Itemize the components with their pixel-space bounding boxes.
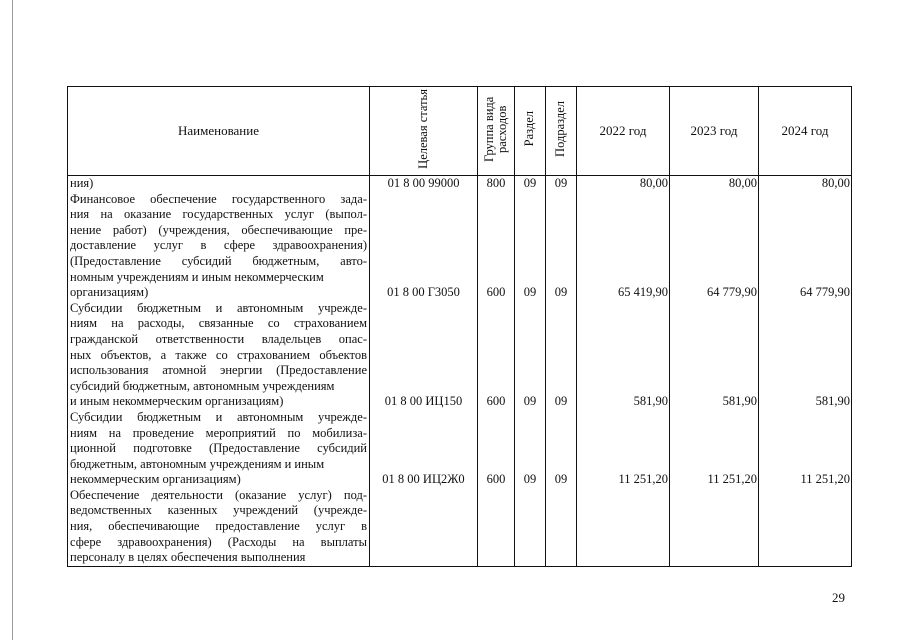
row-amount-2024-value: 80,00 <box>821 176 850 190</box>
row-section-value: 09 <box>523 394 537 409</box>
row-amount-2024-value: 11 251,20 <box>800 472 850 487</box>
row-name-line: ниям на проведение мероприятий по мобилиза- <box>70 425 367 440</box>
row-name-line: Финансовое обеспечение государственного зада- <box>70 191 367 206</box>
row-expense-group <box>478 285 515 394</box>
header-2023: 2023 год <box>670 87 759 176</box>
row-name-cell <box>68 472 370 566</box>
row-subsection <box>546 394 577 472</box>
row-name-line: ния, обеспечивающие предоставление услуг в <box>70 519 367 534</box>
row-subsection <box>546 285 577 394</box>
row-section-value: 09 <box>523 285 537 300</box>
row-name-line: ционной подготовке (Предоставление субсидий <box>70 441 367 456</box>
row-expense-group <box>478 472 515 566</box>
row-expense-group-value: 600 <box>486 394 506 409</box>
row-amount-2023 <box>670 394 759 472</box>
row-amount-2023-value: 11 251,20 <box>707 472 757 487</box>
row-section <box>515 176 546 286</box>
row-subsection <box>546 176 577 286</box>
row-target-code-value: 01 8 00 ИЦ2Ж0 <box>382 472 465 487</box>
row-name-line: ведомственных казенных учреждений (учрежде- <box>70 503 367 518</box>
row-name-line: организациям) <box>70 285 149 300</box>
page-margin-rule <box>12 0 13 640</box>
header-name: Наименование <box>68 87 370 176</box>
row-name-line: нение работ) (учреждения, обеспечивающие пре- <box>70 222 367 237</box>
row-name-line: субсидий бюджетным, автономным учреждениям <box>70 378 335 393</box>
row-amount-2022-value: 65 419,90 <box>618 285 668 300</box>
row-name-line: ния на оказание государственных услуг (выпол- <box>70 207 367 222</box>
row-expense-group-value: 600 <box>486 285 506 300</box>
row-name-line: и иным некоммерческим организациям) <box>70 394 284 409</box>
row-subsection-value: 09 <box>554 394 568 409</box>
row-amount-2024 <box>759 176 852 286</box>
header-target <box>370 87 478 176</box>
row-name-line: Обеспечение деятельности (оказание услуг) под- <box>70 487 367 502</box>
header-subsection <box>546 87 577 176</box>
row-expense-group <box>478 176 515 286</box>
row-amount-2023-value: 80,00 <box>728 176 757 190</box>
row-name-line: Субсидии бюджетным и автономным учрежде- <box>70 300 367 315</box>
row-name-line: персоналу в целях обеспечения выполнения <box>70 550 306 565</box>
row-amount-2023-value: 64 779,90 <box>707 285 757 300</box>
table-row <box>68 176 852 286</box>
row-section <box>515 394 546 472</box>
header-2022: 2022 год <box>577 87 670 176</box>
row-amount-2023 <box>670 472 759 566</box>
row-name-line: (Предоставление субсидий бюджетным, авто- <box>70 253 367 268</box>
row-expense-group <box>478 394 515 472</box>
row-amount-2022-value: 80,00 <box>639 176 668 190</box>
table-row <box>68 472 852 566</box>
header-2024: 2024 год <box>759 87 852 176</box>
table-row <box>68 285 852 394</box>
header-subsection-label: Подраздел <box>553 101 568 157</box>
row-name-cell <box>68 285 370 394</box>
header-group-label: Группа вида расходов <box>481 96 509 162</box>
row-amount-2022 <box>577 285 670 394</box>
row-amount-2022-value: 11 251,20 <box>618 472 668 487</box>
row-name-line: ниям на расходы, связанные со страхованием <box>70 316 367 331</box>
row-subsection <box>546 472 577 566</box>
row-target-code <box>370 285 478 394</box>
row-target-code-value: 01 8 00 Г3050 <box>387 285 460 300</box>
row-subsection-value: 09 <box>554 472 568 487</box>
row-name-line: бюджетным, автономным учреждениям и иным <box>70 456 325 471</box>
row-expense-group-value: 600 <box>486 472 506 487</box>
row-target-code <box>370 176 478 286</box>
row-subsection-value: 09 <box>554 285 568 300</box>
row-amount-2022 <box>577 472 670 566</box>
row-amount-2022 <box>577 176 670 286</box>
row-section-value: 09 <box>523 176 537 190</box>
header-section <box>515 87 546 176</box>
row-name-cell <box>68 176 370 286</box>
row-target-code-value: 01 8 00 99000 <box>387 176 460 190</box>
row-amount-2022-value: 581,90 <box>633 394 668 409</box>
row-amount-2023 <box>670 176 759 286</box>
row-target-code <box>370 394 478 472</box>
page-number: 29 <box>832 590 845 605</box>
row-name-line: номным учреждениям и иным некоммерческим <box>70 269 324 284</box>
row-target-code-value: 01 8 00 ИЦ150 <box>384 394 463 409</box>
row-name-line: использования атомной энергии (Предоставление <box>70 363 367 378</box>
row-name-line: сфере здравоохранения) (Расходы на выплаты <box>70 534 367 549</box>
row-name-line: гражданской ответственности владельцев опас- <box>70 331 367 346</box>
row-name-line: некоммерческим организациям) <box>70 472 241 487</box>
row-amount-2023-value: 581,90 <box>722 394 757 409</box>
row-target-code <box>370 472 478 566</box>
row-section <box>515 285 546 394</box>
row-name-line: доставление услуг в сфере здравоохранения) <box>70 238 367 253</box>
row-subsection-value: 09 <box>554 176 568 190</box>
row-amount-2024-value: 581,90 <box>815 394 850 409</box>
row-name-line: ных объектов, а также со страхованием объектов <box>70 347 367 362</box>
budget-table <box>67 86 852 567</box>
table-body <box>68 176 852 567</box>
row-amount-2024 <box>759 394 852 472</box>
row-amount-2024 <box>759 285 852 394</box>
header-group <box>478 87 515 176</box>
header-section-label: Раздел <box>522 111 537 147</box>
row-name-line: Субсидии бюджетным и автономным учрежде- <box>70 409 367 424</box>
row-amount-2023 <box>670 285 759 394</box>
row-amount-2022 <box>577 394 670 472</box>
row-name-cell <box>68 394 370 472</box>
row-name-line: ния) <box>70 176 94 190</box>
row-expense-group-value: 800 <box>486 176 506 190</box>
row-section <box>515 472 546 566</box>
row-amount-2024-value: 64 779,90 <box>800 285 850 300</box>
table-row <box>68 394 852 472</box>
table-header-row <box>68 87 852 176</box>
header-target-label: Целевая статья <box>415 89 430 169</box>
row-section-value: 09 <box>523 472 537 487</box>
row-amount-2024 <box>759 472 852 566</box>
